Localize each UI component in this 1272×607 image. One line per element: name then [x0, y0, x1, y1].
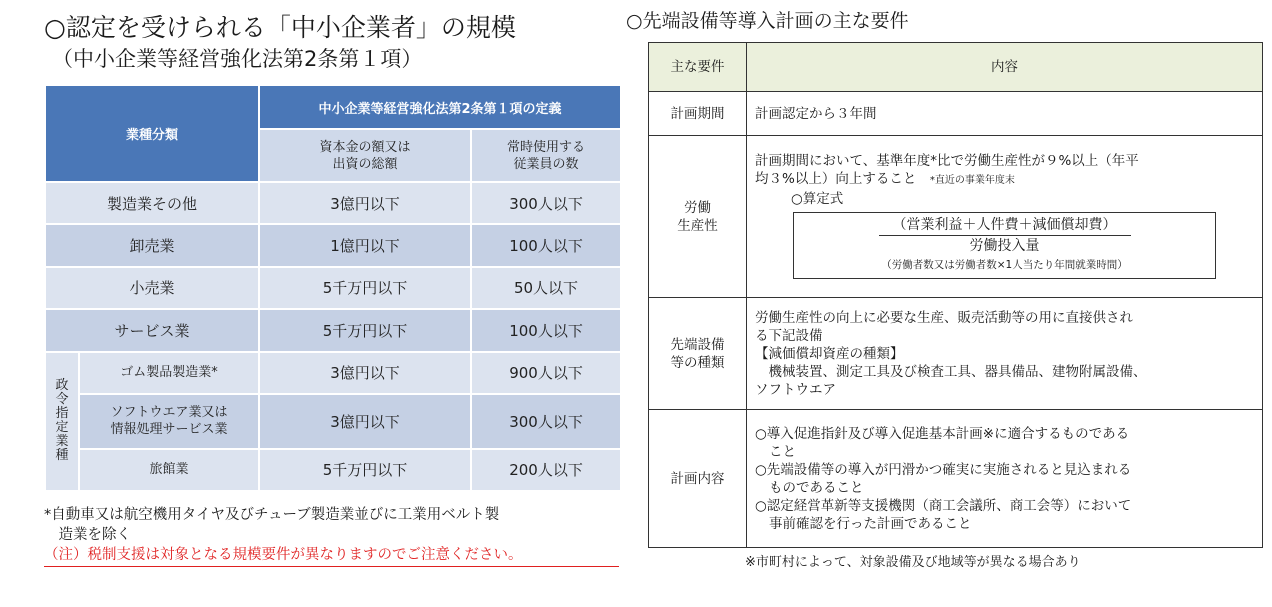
table-row — [46, 225, 620, 265]
row-capital: 3億円以下 — [260, 183, 470, 223]
plan-item1: ○導入促進指針及び導入促進基本計画※に適合するものである こと — [755, 425, 1130, 460]
plan-item2: ○先端設備等の導入が円滑かつ確実に実施されると見込まれる ものであること — [755, 461, 1132, 496]
equipment-content — [747, 298, 1263, 410]
row-capital: 3億円以下 — [260, 395, 470, 448]
table-row — [46, 310, 620, 350]
row-category: 小売業 — [46, 268, 258, 308]
row-capital: 1億円以下 — [260, 225, 470, 265]
gov-designated-label: 政 令 指 定 業 種 — [46, 353, 78, 490]
period-text: 計画認定から３年間 — [747, 92, 1263, 136]
base-year-note: *直近の事業年度末 — [929, 175, 1015, 186]
productivity-text: 計画期間において、基準年度*比で労働生産性が９%以上（年平 均３%以上）向上すること — [755, 153, 1139, 187]
row-category: ゴム製品製造業* — [80, 353, 258, 393]
equipment-line2: 【減価償却資産の種類】 — [755, 345, 904, 362]
header-employees: 常時使用する 従業員の数 — [472, 130, 620, 181]
header-definition: 中小企業等経営強化法第2条第１項の定義 — [260, 86, 620, 128]
header-capital: 資本金の額又は 出資の総額 — [260, 130, 470, 181]
productivity-text-wrap — [755, 152, 1254, 190]
row-capital: 5千万円以下 — [260, 450, 470, 490]
table-row — [46, 183, 620, 223]
productivity-content — [747, 136, 1263, 298]
row-employees: 300人以下 — [472, 395, 620, 448]
equipment-line1: 労働生産性の向上に必要な生産、販売活動等の用に直接供され る下記設備 — [755, 309, 1133, 344]
row-employees: 50人以下 — [472, 268, 620, 308]
row-category: ソフトウエア業又は 情報処理サービス業 — [80, 395, 258, 448]
requirements-title: ○先端設備等導入計画の主な要件 — [626, 10, 909, 32]
left-title: ○認定を受けられる「中小企業者」の規模 — [44, 13, 516, 42]
table-row — [649, 136, 1263, 298]
header-content: 内容 — [747, 43, 1263, 92]
table-row — [649, 410, 1263, 548]
sme-size-table — [44, 84, 622, 492]
row-employees: 100人以下 — [472, 310, 620, 350]
row-capital: 5千万円以下 — [260, 268, 470, 308]
row-employees: 900人以下 — [472, 353, 620, 393]
row-category: 製造業その他 — [46, 183, 258, 223]
row-employees: 100人以下 — [472, 225, 620, 265]
table-row — [46, 395, 620, 448]
municipality-footnote: ※市町村によって、対象設備及び地域等が異なる場合あり — [745, 555, 1081, 570]
header-requirement: 主な要件 — [649, 43, 747, 92]
row-capital: 5千万円以下 — [260, 310, 470, 350]
table-row — [649, 298, 1263, 410]
row-capital: 3億円以下 — [260, 353, 470, 393]
formula-denominator: 労働投入量 — [969, 238, 1040, 254]
formula-box — [793, 212, 1216, 279]
tax-caution-note: （注）税制支援は対象となる規模要件が異なりますのでご注意ください。 — [44, 545, 619, 567]
formula-title: ○算定式 — [791, 191, 844, 207]
formula-numerator: （営業利益＋人件費＋減価償却費） — [879, 216, 1131, 236]
row-employees: 300人以下 — [472, 183, 620, 223]
row-category: 卸売業 — [46, 225, 258, 265]
table-row — [46, 353, 620, 393]
period-label: 計画期間 — [649, 92, 747, 136]
plan-content — [747, 410, 1263, 548]
formula-note: （労働者数又は労働者数×1人当たり年間就業時間） — [881, 259, 1128, 271]
left-subtitle: （中小企業等経営強化法第2条第１項） — [52, 47, 423, 71]
requirements-table — [648, 42, 1263, 548]
plan-item3: ○認定経営革新等支援機関（商工会議所、商工会等）において 事前確認を行った計画であること — [755, 497, 1132, 532]
row-category: 旅館業 — [80, 450, 258, 490]
table-row — [46, 268, 620, 308]
table-row — [649, 92, 1263, 136]
row-category: サービス業 — [46, 310, 258, 350]
equipment-label: 先端設備 等の種類 — [649, 298, 747, 410]
plan-label: 計画内容 — [649, 410, 747, 548]
productivity-label: 労働 生産性 — [649, 136, 747, 298]
row-employees: 200人以下 — [472, 450, 620, 490]
table-row — [46, 450, 620, 490]
equipment-line3: 機械装置、測定工具及び検査工具、器具備品、建物附属設備、 ソフトウエア — [755, 363, 1147, 398]
exclusion-note: *自動車又は航空機用タイヤ及びチューブ製造業並びに工業用ベルト製 造業を除く — [44, 507, 500, 543]
header-category: 業種分類 — [46, 86, 258, 181]
